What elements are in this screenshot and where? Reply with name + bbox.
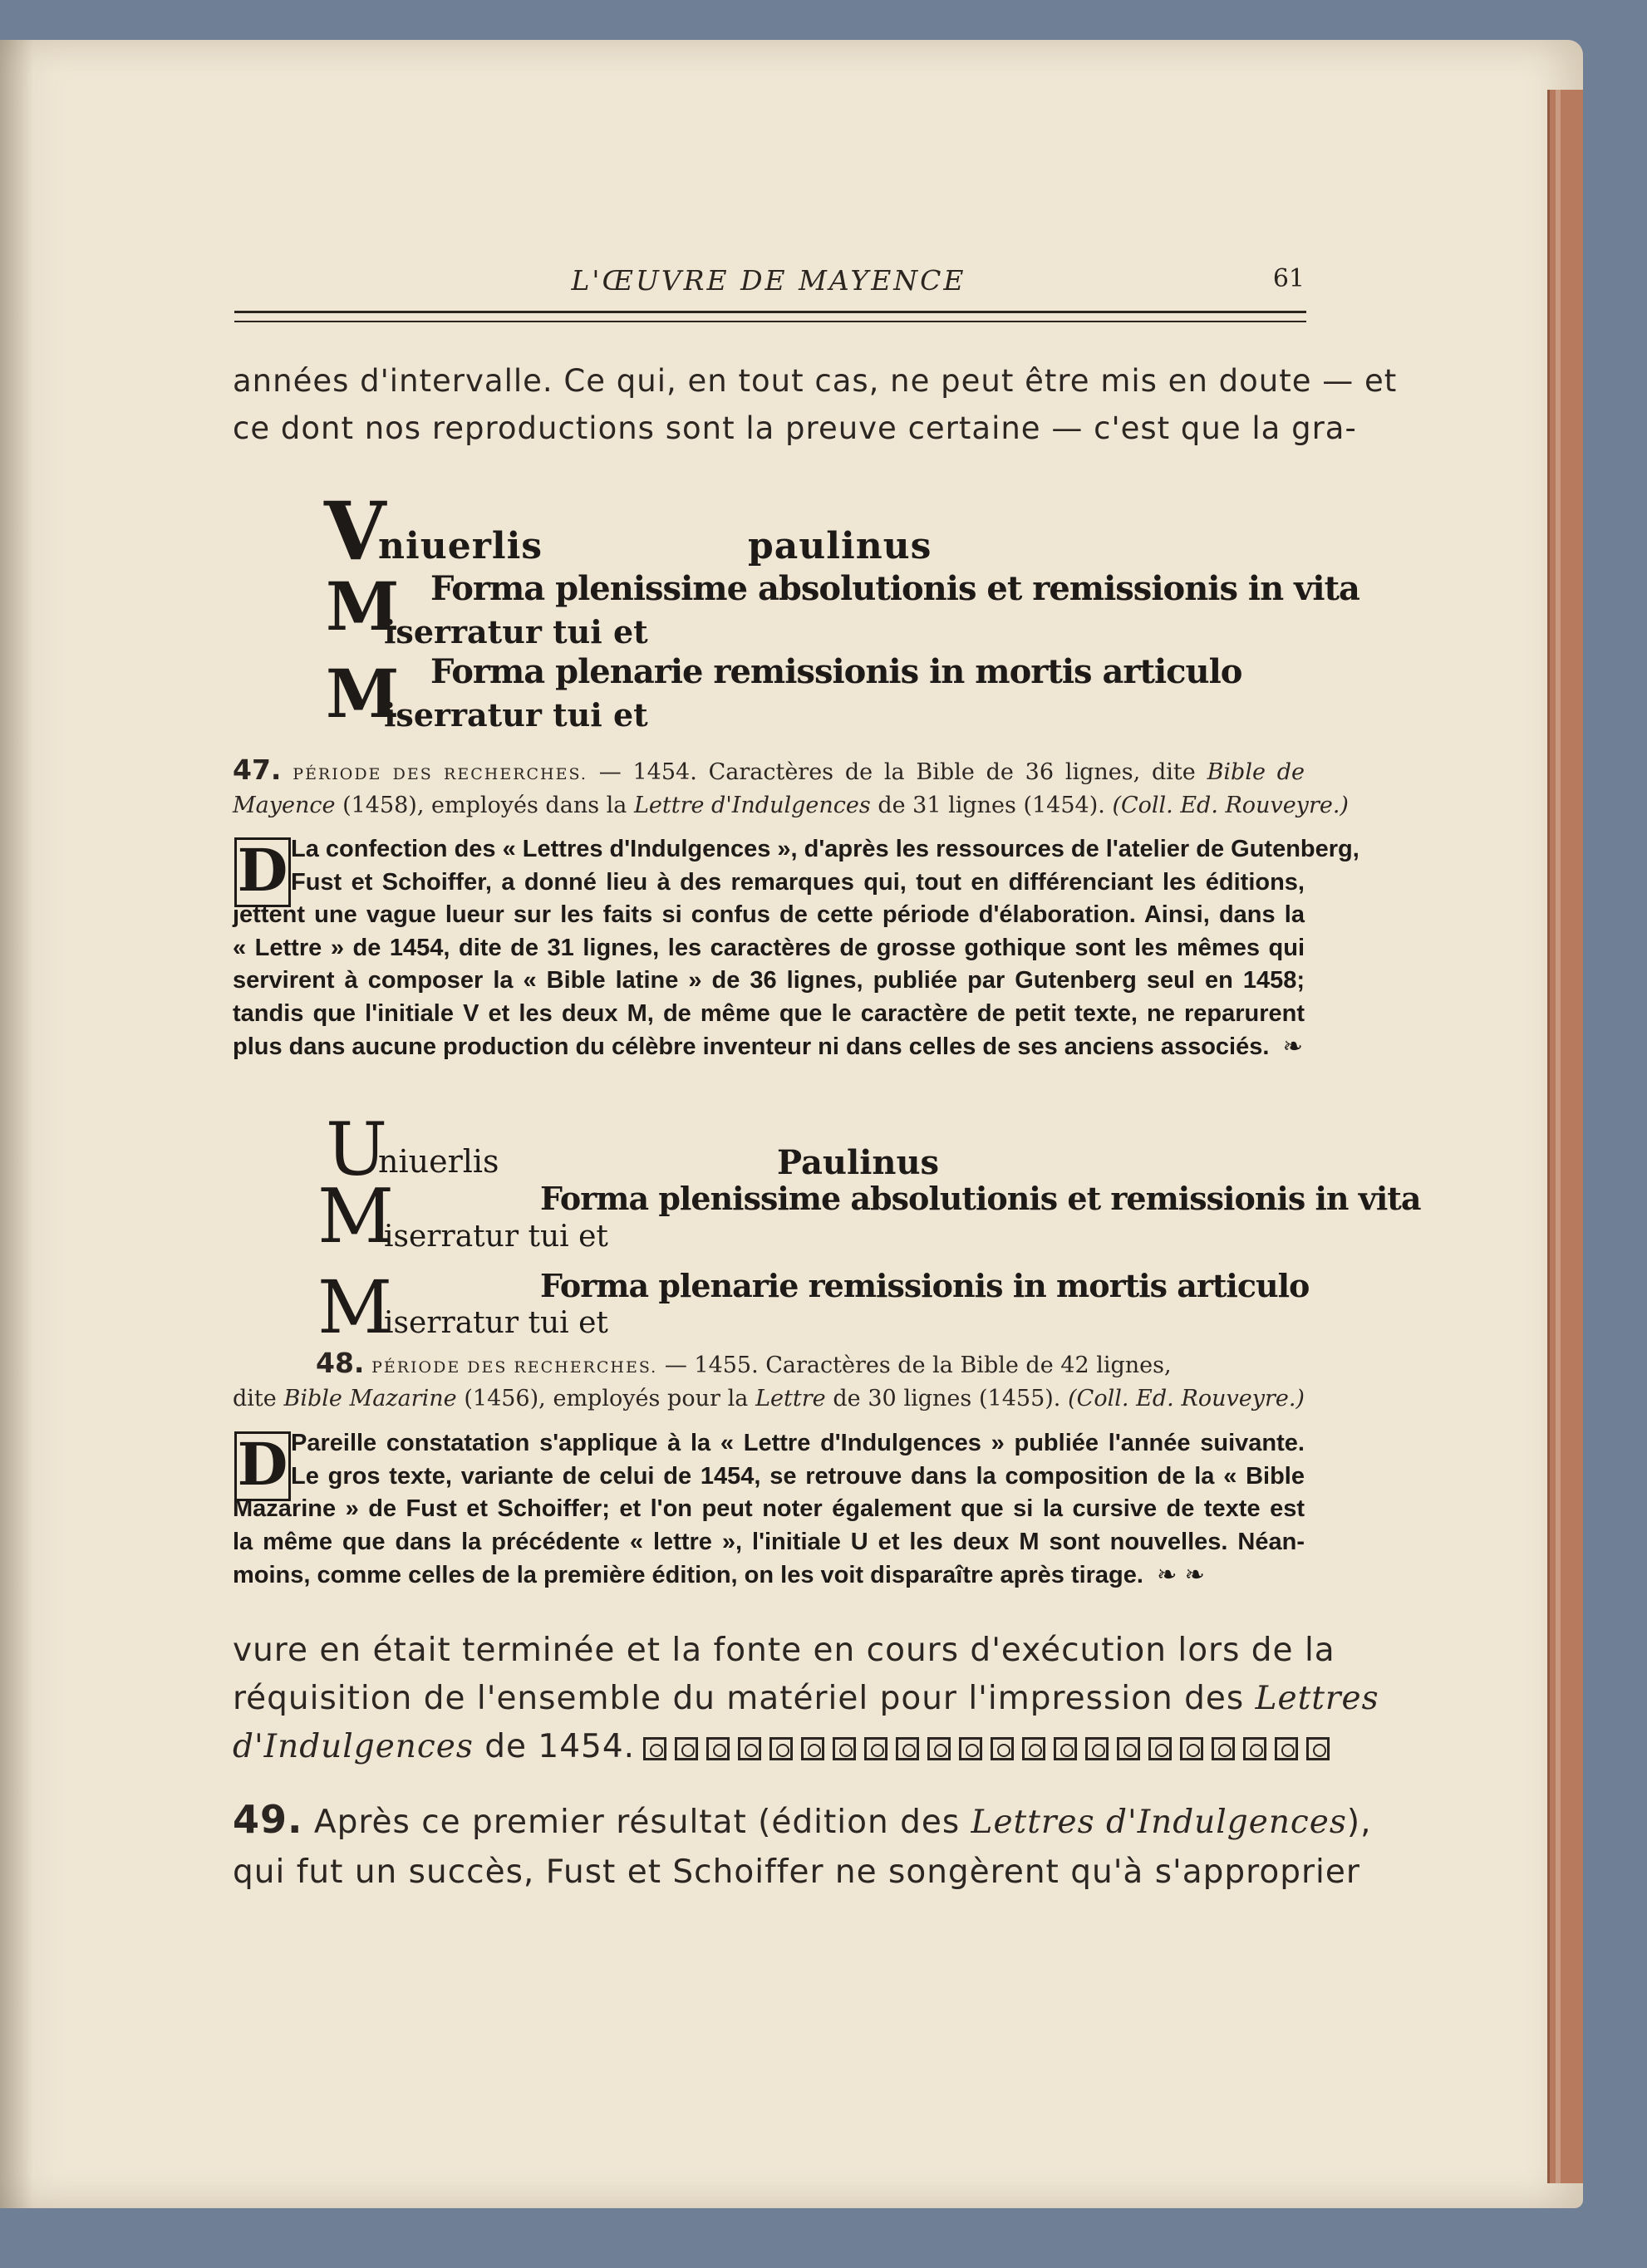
note-48-line-5-wrap	[233, 1559, 1305, 1593]
spec47-line-2: Forma plenissime absolutionis et remissionis in vita	[430, 569, 1359, 608]
continuation-line-1: vure en était terminée et la fonte en cours d'exécution lors de la	[233, 1632, 1335, 1669]
spec48-line-2: Forma plenissime absolutionis et remissionis in vita	[540, 1180, 1421, 1217]
square-ornament-icon	[1117, 1737, 1140, 1760]
intro-line-1: années d'intervalle. Ce qui, en tout cas, ne peut être mis en doute — et	[233, 363, 1398, 399]
para-49-line-2: qui fut un succès, Fust et Schoiffer ne songèrent qu'à s'approprier	[233, 1853, 1360, 1891]
spec47-word-1: niuerlis	[378, 525, 543, 567]
note-47	[233, 833, 1359, 1064]
caption-47-italic-1: Bible de	[1207, 759, 1305, 785]
caption-48-text-2c: de 30 lignes (1455).	[833, 1386, 1061, 1411]
caption-47-number: 47.	[233, 754, 282, 786]
page-number: 61	[1272, 264, 1305, 293]
square-ornament-icon	[959, 1737, 982, 1760]
dropcap-d-47: D	[234, 837, 291, 907]
initial-m-3: M	[317, 1173, 395, 1260]
square-ornament-icon	[896, 1737, 919, 1760]
caption-48-text-2b: (1456), employés pour la	[464, 1386, 749, 1411]
continuation-line-3	[233, 1723, 1305, 1771]
square-ornament-icon	[1022, 1737, 1045, 1760]
square-ornament-icon	[675, 1737, 698, 1760]
square-ornament-icon	[1243, 1737, 1266, 1760]
square-ornament-icon	[1054, 1737, 1077, 1760]
para-49-text-1: Après ce premier résultat (édition des	[313, 1804, 961, 1841]
note-47-line-5: servirent à composer la « Bible latine » de 36 lignes, publiée par Gutenberg seul en 1458;	[233, 967, 1305, 994]
spec47-line-3: iserratur tui et	[384, 613, 648, 650]
caption-47-line-1	[233, 754, 1305, 790]
note-48-line-5: moins, comme celles de la première édition, on les voit disparaître après tirage.	[233, 1562, 1143, 1588]
header-rule-bottom	[234, 321, 1306, 322]
fleuron-ornament: ❧	[1282, 1032, 1303, 1060]
square-ornament-icon	[1212, 1737, 1235, 1760]
square-ornament-icon	[769, 1737, 793, 1760]
note-47-line-6: tandis que l'initiale V et les deux M, de même que le caractère de petit texte, ne reparurent	[233, 999, 1305, 1027]
paragraph-49	[233, 1794, 1372, 1897]
caption-47-label: PÉRIODE DES RECHERCHES.	[293, 765, 588, 783]
spec48-word-1: niuerlis	[378, 1143, 499, 1180]
page-edges	[1547, 90, 1583, 2183]
square-ornament-icon	[1275, 1737, 1298, 1760]
ornament-band	[635, 1728, 1330, 1765]
square-ornament-icon	[1148, 1737, 1172, 1760]
spec48-line-4: Forma plenarie remissionis in mortis articulo	[540, 1267, 1310, 1304]
para-49-text-2: ),	[1346, 1804, 1372, 1841]
caption-48-text-2a: dite	[233, 1386, 277, 1411]
square-ornament-icon	[1085, 1737, 1109, 1760]
caption-47-text-2: (1458), employés dans la	[342, 793, 627, 818]
note-47-line-3: jettent une vague lueur sur les faits si confus de cette période d'élaboration. Ainsi, dans la	[233, 901, 1305, 928]
square-ornament-icon	[738, 1737, 761, 1760]
spec48-line-5: iserratur tui et	[384, 1306, 608, 1340]
caption-48-number: 48.	[316, 1347, 365, 1379]
caption-48-line-2	[233, 1383, 1305, 1415]
caption-47-italic-3: Lettre d'Indulgences	[633, 793, 871, 818]
square-ornament-icon	[801, 1737, 824, 1760]
intro-line-2: ce dont nos reproductions sont la preuve certaine — c'est que la gra-	[233, 410, 1357, 446]
note-48-line-2: Le gros texte, variante de celui de 1454, se retrouve dans la composition de la « Bible	[291, 1462, 1305, 1490]
caption-47-line-2	[233, 790, 1349, 822]
square-ornament-icon	[864, 1737, 887, 1760]
spec48-word-2: Paulinus	[777, 1143, 940, 1182]
note-47-line-2: Fust et Schoiffer, a donné lieu à des remarques qui, tout en différenciant les éditions,	[291, 868, 1305, 896]
continuation-line-2a: réquisition de l'ensemble du matériel pour l'impression des	[233, 1680, 1245, 1717]
fleuron-ornaments: ❧ ❧	[1157, 1560, 1205, 1588]
caption-48-italic-1: Bible Mazarine	[283, 1386, 457, 1411]
square-ornament-icon	[643, 1737, 666, 1760]
spec47-word-2: paulinus	[748, 525, 932, 567]
caption-48	[233, 1348, 1305, 1415]
spec47-line-4: Forma plenarie remissionis in mortis articulo	[430, 652, 1242, 691]
square-ornament-icon	[1306, 1737, 1330, 1760]
note-48-line-3: Mazarine » de Fust et Schoiffer; et l'on peut noter également que si la cursive de texte est	[233, 1495, 1305, 1522]
note-48-line-1: Pareille constatation s'applique à la « Lettre d'Indulgences » publiée l'année suivante.	[291, 1430, 1305, 1456]
continuation-paragraph	[233, 1627, 1379, 1771]
square-ornament-icon	[1180, 1737, 1203, 1760]
initial-u: U	[326, 1107, 388, 1192]
initial-v: V	[324, 484, 386, 578]
header-rule-top	[234, 311, 1306, 313]
caption-48-text-1: — 1455. Caractères de la Bible de 42 lignes,	[664, 1352, 1172, 1378]
para-49-line-1	[233, 1794, 1372, 1848]
spec47-line-5: iserratur tui et	[384, 696, 648, 734]
running-title: L'ŒUVRE DE MAYENCE	[571, 264, 966, 297]
continuation-italic-2: d'Indulgences	[233, 1728, 474, 1765]
spec48-line-3: iserratur tui et	[384, 1220, 608, 1254]
dropcap-d-48: D	[234, 1431, 291, 1501]
note-48	[233, 1427, 1305, 1593]
continuation-italic-1: Lettres	[1255, 1680, 1379, 1717]
note-47-line-4: « Lettre » de 1454, dite de 31 lignes, les caractères de grosse gothique sont les mêmes qui	[233, 934, 1305, 961]
continuation-line-2	[233, 1675, 1379, 1723]
page-edge-highlight	[1556, 90, 1561, 2183]
square-ornament-icon	[833, 1737, 856, 1760]
caption-48-italic-2: Lettre	[755, 1386, 826, 1411]
square-ornament-icon	[927, 1737, 951, 1760]
intro-paragraph	[233, 357, 1398, 452]
caption-47-italic-2: Mayence	[233, 793, 336, 818]
caption-48-italic-3: (Coll. Ed. Rouveyre.)	[1068, 1386, 1305, 1411]
initial-m-4: M	[317, 1264, 393, 1350]
initial-m-1: M	[326, 567, 400, 646]
caption-47	[233, 754, 1349, 822]
caption-47-text-3: de 31 lignes (1454).	[878, 793, 1105, 818]
caption-47-text-1: — 1454. Caractères de la Bible de 36 lignes, dite	[598, 759, 1196, 785]
initial-m-2: M	[326, 655, 400, 733]
caption-48-label: PÉRIODE DES RECHERCHES.	[371, 1358, 658, 1377]
running-header	[233, 264, 1305, 297]
square-ornament-icon	[991, 1737, 1014, 1760]
square-ornament-icon	[706, 1737, 730, 1760]
note-47-line-7-wrap	[233, 1030, 1305, 1064]
para-49-number: 49.	[233, 1797, 303, 1842]
para-49-italic: Lettres d'Indulgences	[971, 1804, 1347, 1841]
note-48-line-4: la même que dans la précédente « lettre », l'initiale U et les deux M sont nouvelles. Néan-	[233, 1528, 1305, 1555]
gutter-shadow	[0, 40, 33, 2208]
continuation-line-3b: de 1454.	[484, 1728, 636, 1765]
note-47-line-7: plus dans aucune production du célèbre inventeur ni dans celles de ses anciens associés.	[233, 1033, 1270, 1060]
caption-47-italic-4: (Coll. Ed. Rouveyre.)	[1112, 793, 1349, 818]
caption-48-line-1	[233, 1348, 1305, 1383]
note-47-line-1: La confection des « Lettres d'Indulgences », d'après les ressources de l'atelier de Gutenberg,	[291, 836, 1359, 862]
